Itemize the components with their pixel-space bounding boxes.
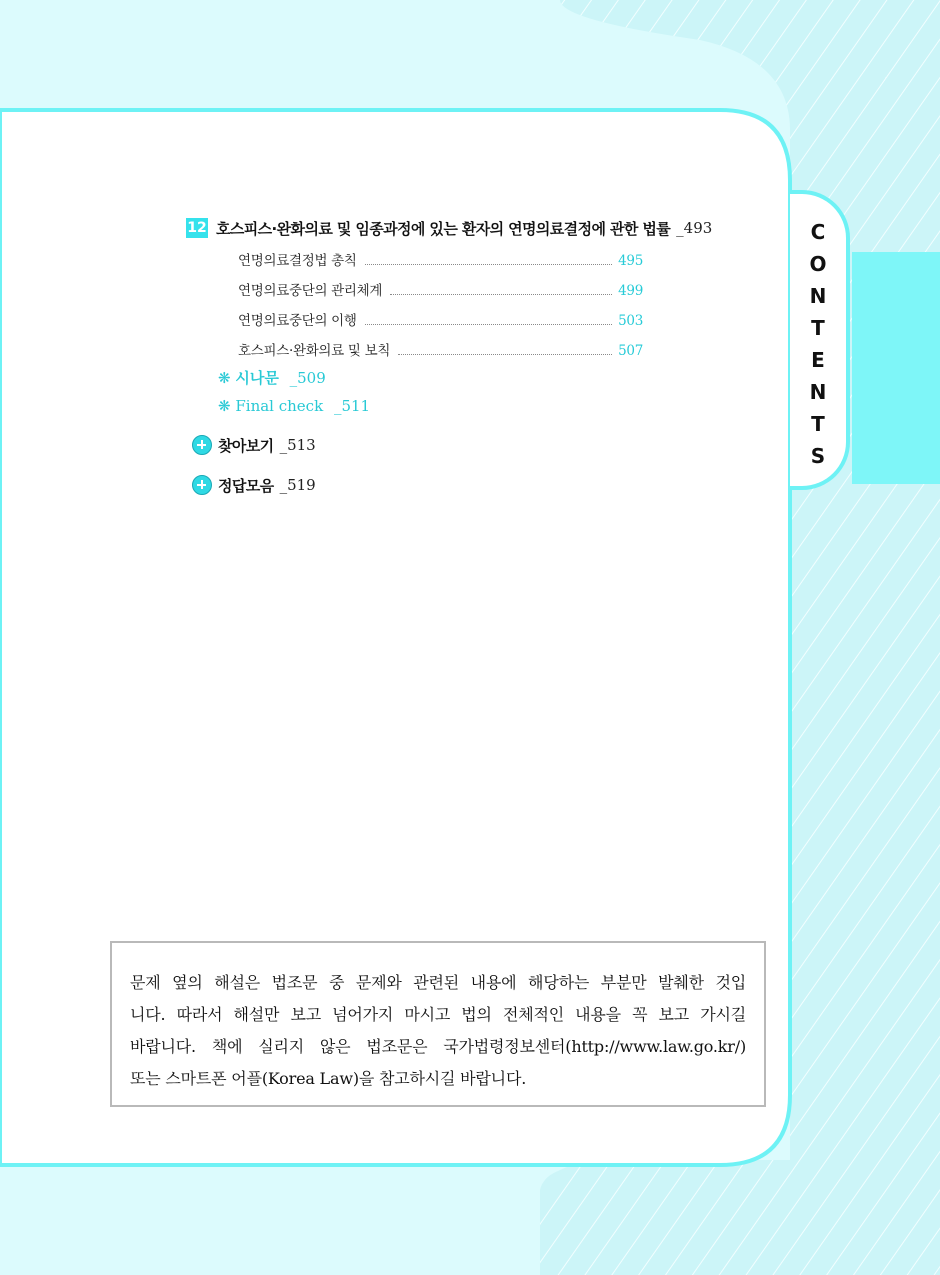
contents-letter: N <box>809 284 827 308</box>
appendix-entry[interactable] <box>192 432 316 458</box>
section-page-number: 499 <box>618 283 643 299</box>
asterisk-icon: ❋ <box>218 369 231 387</box>
section-page-number: 507 <box>618 343 643 359</box>
notice-box <box>110 941 766 1107</box>
extra-page-number: _509 <box>289 369 326 387</box>
appendix-title: 정답모음 <box>218 476 274 495</box>
contents-letter: T <box>811 316 825 340</box>
section-entry[interactable] <box>238 309 643 331</box>
leader-dots <box>390 293 612 295</box>
leader-dots <box>398 353 612 355</box>
appendix-page-number: _513 <box>279 436 316 454</box>
contents-letter: C <box>810 220 826 244</box>
section-page-number: 503 <box>618 313 643 329</box>
notice-line: 니다. 따라서 해설만 보고 넘어가지 마시고 법의 전체적인 내용을 꼭 보고 가시길 <box>130 1005 746 1024</box>
section-page-number: 495 <box>618 253 643 269</box>
extra-entry[interactable] <box>218 367 326 389</box>
section-entry[interactable] <box>238 249 643 271</box>
contents-letter: N <box>809 380 827 404</box>
extra-title: 시나문 <box>235 369 279 387</box>
chapter-number-badge: 12 <box>187 220 207 236</box>
asterisk-icon: ❋ <box>218 397 231 415</box>
chapter-title: 호스피스·완화의료 및 임종과정에 있는 환자의 연명의료결정에 관한 법률 <box>216 219 671 238</box>
leader-dots <box>365 263 612 265</box>
extra-title: Final check <box>235 397 324 415</box>
contents-letter: T <box>811 412 825 436</box>
appendix-page-number: _519 <box>279 476 316 494</box>
appendix-entry[interactable] <box>192 472 316 498</box>
extra-entry[interactable] <box>218 397 370 419</box>
contents-letter: O <box>809 252 827 276</box>
appendix-title: 찾아보기 <box>218 436 274 455</box>
extra-page-number: _511 <box>333 397 371 415</box>
plus-circle-icon <box>192 475 212 495</box>
side-tab-highlight <box>852 252 940 484</box>
notice-line: 또는 스마트폰 어플(Korea Law)을 참고하시길 바랍니다. <box>130 1069 527 1088</box>
notice-line: 바랍니다. 책에 실리지 않은 법조문은 국가법령정보센터(http://www.law.go.kr/) <box>130 1037 746 1056</box>
section-title: 연명의료중단의 이행 <box>238 313 357 329</box>
chapter-entry[interactable] <box>186 215 746 241</box>
section-entry[interactable] <box>238 279 643 301</box>
section-title: 연명의료중단의 관리체계 <box>238 283 383 299</box>
section-title: 호스피스·완화의료 및 보칙 <box>238 343 391 359</box>
contents-letter: S <box>810 444 826 468</box>
section-entry[interactable] <box>238 339 643 361</box>
contents-letter: E <box>811 348 825 372</box>
leader-dots <box>365 323 612 325</box>
chapter-page-number: _493 <box>676 219 713 237</box>
section-title: 연명의료결정법 총칙 <box>238 253 357 269</box>
notice-line: 문제 옆의 해설은 법조문 중 문제와 관련된 내용에 해당하는 부분만 발췌한 것입 <box>130 973 746 992</box>
plus-circle-icon <box>192 435 212 455</box>
